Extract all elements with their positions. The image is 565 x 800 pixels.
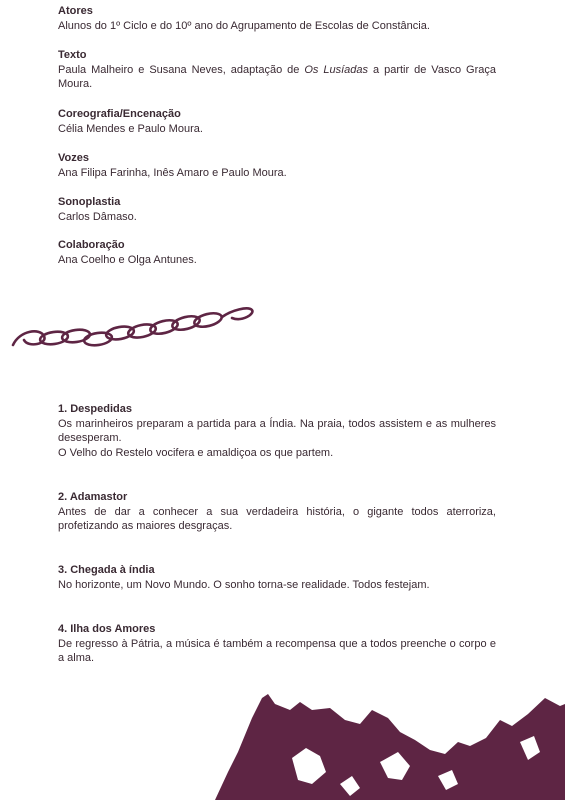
credit-text: Carlos Dâmaso.: [58, 210, 137, 223]
credit-label: Atores: [58, 5, 93, 17]
credit-label: Coreografia/Encenação: [58, 108, 181, 120]
scene-title: 4. Ilha dos Amores: [58, 623, 156, 635]
credit-text: Célia Mendes e Paulo Moura.: [58, 122, 203, 135]
credit-label: Sonoplastia: [58, 196, 121, 208]
credit-label: Vozes: [58, 152, 89, 164]
scene-text: No horizonte, um Novo Mundo. O sonho torna-se realidade. Todos festejam.: [58, 578, 430, 591]
scene-title: 2. Adamastor: [58, 491, 128, 503]
credit-atores: [58, 4, 496, 33]
scene-text: Antes de dar a conhecer a sua verdadeira história, o gigante todos aterroriza, profetizando as maiores desgraças.: [58, 505, 496, 532]
scene-text: O Velho do Restelo vocifera e amaldiçoa os que partem.: [58, 446, 334, 459]
credit-label: Texto: [58, 49, 87, 61]
scene-4: [58, 622, 496, 666]
scene-text: Os marinheiros preparam a partida para a Índia. Na praia, todos assistem e as mulheres desesperam.: [58, 417, 496, 444]
chain-decoration: [10, 300, 255, 355]
credit-texto: [58, 48, 496, 92]
credit-text: Paula Malheiro e Susana Neves, adaptação de Os Lusíadas a partir de Vasco Graça Moura.: [58, 63, 496, 90]
decorative-shape: [0, 680, 565, 800]
credit-label: Colaboração: [58, 239, 125, 251]
scene-text: De regresso à Pátria, a música é também a recompensa que a todos preenche o corpo e a alma.: [58, 637, 496, 664]
credit-coreografia: [58, 107, 496, 136]
scene-title: 3. Chegada à índia: [58, 564, 155, 576]
credit-text: Alunos do 1º Ciclo e do 10º ano do Agrupamento de Escolas de Constância.: [58, 19, 430, 32]
scene-3: [58, 563, 496, 592]
credit-text: Ana Coelho e Olga Antunes.: [58, 253, 197, 266]
credit-sonoplastia: [58, 195, 496, 224]
book-title: Os Lusíadas: [304, 63, 369, 76]
scene-1: [58, 402, 496, 460]
scene-2: [58, 490, 496, 534]
scene-title: 1. Despedidas: [58, 403, 132, 415]
credit-colaboracao: [58, 238, 496, 267]
credit-vozes: [58, 151, 496, 180]
credit-text: Ana Filipa Farinha, Inês Amaro e Paulo Moura.: [58, 166, 287, 179]
